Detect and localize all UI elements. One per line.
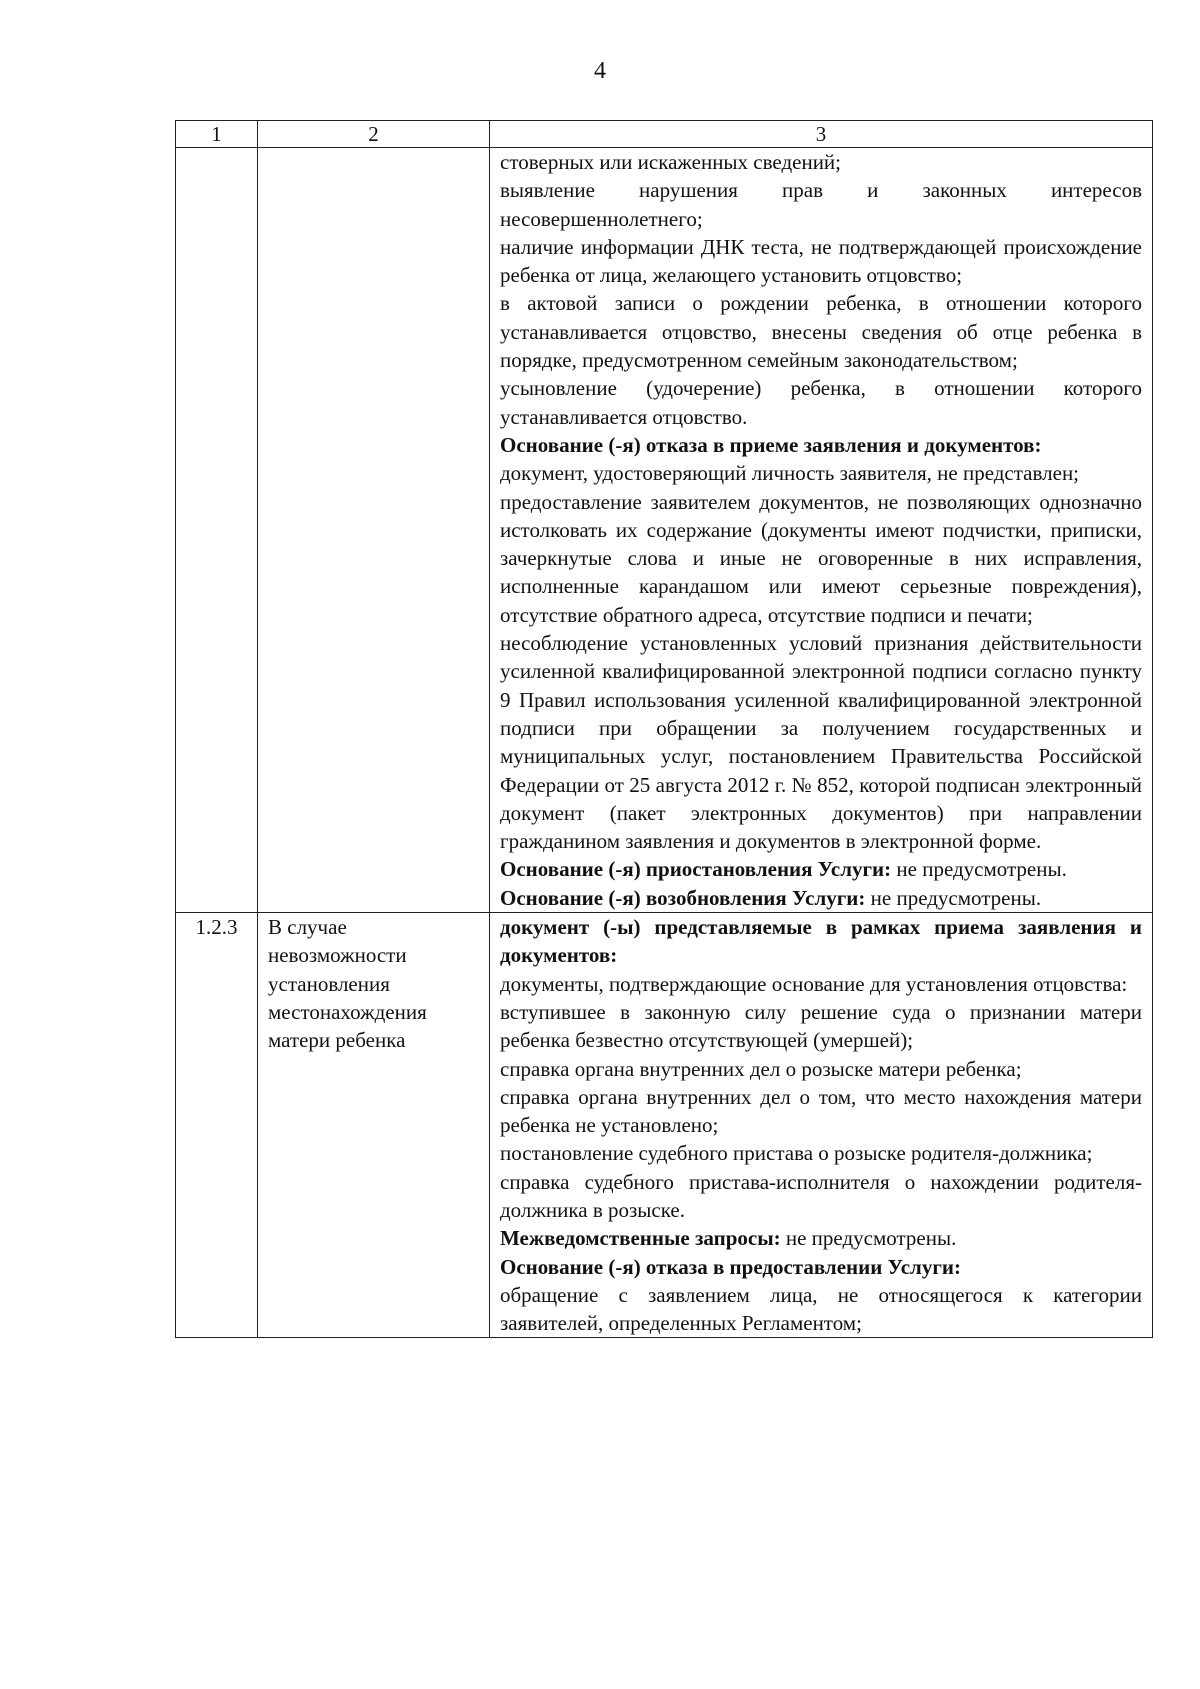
paragraph: вступившее в законную силу решение суда о признании матери ребенка безвестно отсутствующей (умершей); xyxy=(500,999,1142,1053)
paragraph xyxy=(500,884,1142,912)
header-col-2: 2 xyxy=(258,121,490,148)
row-number: 1.2.3 xyxy=(176,913,258,1338)
paragraph: предоставление заявителем документов, не позволяющих однозначно истолковать их содержание (документы имеют подчистки, приписки, зачеркнутые слова и иные не оговоренные в них исправления, исполненные карандашом или имеют серьезные повреждения), отсутствие обратного адреса, отсутствие подписи и печати; xyxy=(500,489,1142,627)
section-text: не предусмотрены. xyxy=(891,857,1067,882)
paragraph: документы, подтверждающие основание для установления отцовства: xyxy=(500,971,1128,996)
row-content xyxy=(490,913,1153,1338)
section-heading: Основание (-я) приостановления Услуги: xyxy=(500,857,892,882)
paragraph: усыновление (удочерение) ребенка, в отношении которого устанавливается отцовство. xyxy=(500,376,1142,429)
section-heading: документ (-ы) представляемые в рамках приема заявления и документов: xyxy=(500,915,1142,968)
paragraph: наличие информации ДНК теста, не подтверждающей происхождение ребенка от лица, желающего установить отцовство; xyxy=(500,234,1142,288)
paragraph: документ, удостоверяющий личность заявителя, не представлен; xyxy=(500,461,1080,486)
regulation-table xyxy=(175,120,1153,1338)
section-heading: Основание (-я) отказа в приеме заявления и документов: xyxy=(500,432,1042,457)
section-text: не предусмотрены. xyxy=(865,885,1042,910)
paragraph: в актовой записи о рождении ребенка, в отношении которого устанавливается отцовство, внесены сведения об отце ребенка в порядке, предусмотренном семейным законодательством; xyxy=(500,291,1142,373)
row-content xyxy=(490,148,1153,913)
table-row xyxy=(176,913,1153,1338)
paragraph: обращение с заявлением лица, не относящегося к категории заявителей, определенных Регламентом; xyxy=(500,1282,1142,1336)
header-col-3: 3 xyxy=(490,121,1153,148)
page-number: 4 xyxy=(594,58,606,84)
paragraph: справка судебного пристава-исполнителя о нахождении родителя-должника в розыске. xyxy=(500,1169,1142,1222)
section-heading: Основание (-я) отказа в предоставлении Услуги: xyxy=(500,1254,961,1279)
paragraph xyxy=(500,855,1142,883)
paragraph: справка органа внутренних дел о розыске матери ребенка; xyxy=(500,1056,1022,1081)
section-heading: Основание (-я) возобновления Услуги: xyxy=(500,885,866,910)
paragraph: выявление нарушения прав и законных интересов несовершеннолетнего; xyxy=(500,178,1142,231)
row-number xyxy=(176,148,258,913)
paragraph: справка органа внутренних дел о том, что место нахождения матери ребенка не установлено; xyxy=(500,1084,1142,1138)
section-text: не предусмотрены. xyxy=(780,1226,957,1251)
table-header-row xyxy=(176,121,1153,148)
row-title xyxy=(258,148,490,913)
paragraph: постановление судебного пристава о розыске родителя-должника; xyxy=(500,1141,1093,1166)
table-row xyxy=(176,148,1153,913)
row-title: В случае невозможности установления местонахождения матери ребенка xyxy=(258,913,490,1338)
paragraph xyxy=(500,1224,1142,1252)
section-heading: Межведомственные запросы: xyxy=(500,1226,781,1251)
paragraph: несоблюдение установленных условий признания действительности усиленной квалифицированной электронной подписи согласно пункту 9 Правил использования усиленной квалифицированной электронной подписи при обращении за получением государственных и муниципальных услуг, постановлением Правительства Российской Федерации от 25 августа 2012 г. № 852, которой подписан электронный документ (пакет электронных документов) при направлении гражданином заявления и документов в электронной форме. xyxy=(500,631,1142,854)
paragraph: стоверных или искаженных сведений; xyxy=(500,150,842,174)
header-col-1: 1 xyxy=(176,121,258,148)
